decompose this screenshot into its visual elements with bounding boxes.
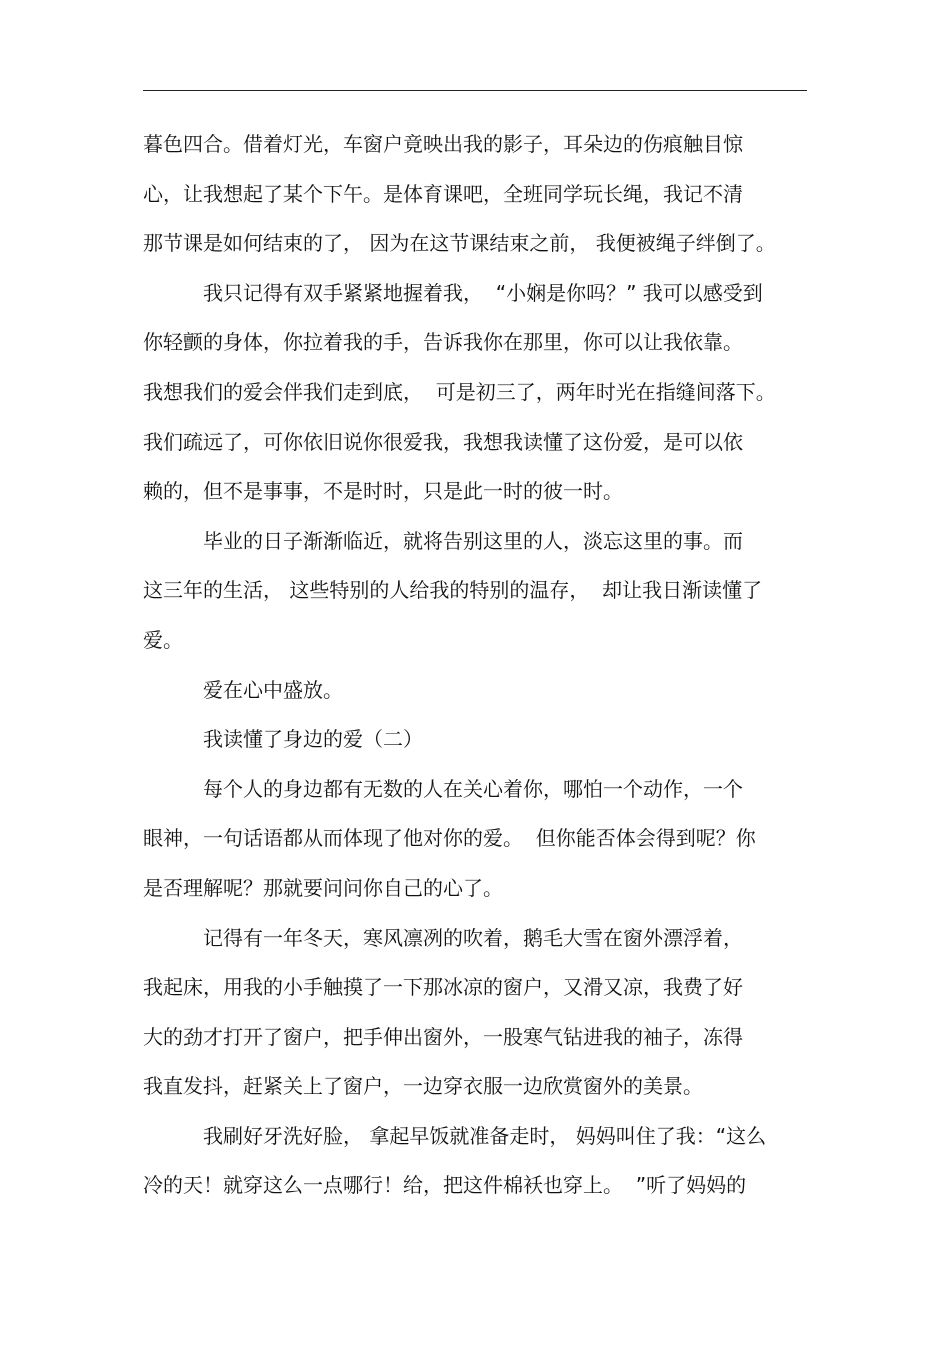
text-line: 是否理解呢？那就要问问你自己的心了。 <box>143 875 503 900</box>
text-line: 眼神，一句话语都从而体现了他对你的爱。 但你能否体会得到呢？你 <box>143 826 756 851</box>
text-line: 爱。 <box>143 627 183 652</box>
text-body <box>143 120 807 1211</box>
text-line: 冷的天！就穿这么一点哪行！给，把这件棉袄也穿上。 ”听了妈妈的 <box>143 1173 747 1198</box>
text-line: 暮色四合。借着灯光，车窗户竟映出我的影子，耳朵边的伤痕触目惊 <box>143 132 743 156</box>
text-line: 我们疏远了，可你依旧说你很爱我，我想我读懂了这份爱，是可以依 <box>143 429 743 454</box>
text-line: 你轻颤的身体，你拉着我的手，告诉我你在那里，你可以让我依靠。 <box>143 330 743 355</box>
text-line: 那节课是如何结束的了， 因为在这节课结束之前， 我便被绳子绊倒了。 <box>143 231 776 256</box>
text-line: 赖的，但不是事事，不是时时，只是此一时的彼一时。 <box>143 479 623 504</box>
paragraph-start-line: 我只记得有双手紧紧地握着我， “小娴是你吗？” 我可以感受到 <box>203 280 763 305</box>
paragraph-start-line: 每个人的身边都有无数的人在关心着你，哪怕一个动作，一个 <box>203 776 743 801</box>
header-rule <box>143 90 807 91</box>
paragraph-start-line: 我刷好牙洗好脸， 拿起早饭就准备走时， 妈妈叫住了我：“这么 <box>203 1123 767 1148</box>
text-line: 我起床，用我的小手触摸了一下那冰凉的窗户，又滑又凉，我费了好 <box>143 975 743 1000</box>
text-line: 我直发抖，赶紧关上了窗户，一边穿衣服一边欣赏窗外的美景。 <box>143 1074 703 1099</box>
paragraph-start-line: 爱在心中盛放。 <box>203 677 343 702</box>
paragraph-start-line: 毕业的日子渐渐临近，就将告别这里的人，淡忘这里的事。而 <box>203 528 743 553</box>
text-line: 我想我们的爱会伴我们走到底， 可是初三了，两年时光在指缝间落下。 <box>143 379 776 404</box>
text-line: 心，让我想起了某个下午。是体育课吧，全班同学玩长绳，我记不清 <box>143 181 743 206</box>
paragraph-start-line: 记得有一年冬天，寒风凛冽的吹着，鹅毛大雪在窗外漂浮着， <box>203 925 743 950</box>
section-title: 我读懂了身边的爱（二） <box>203 727 423 752</box>
text-line: 这三年的生活， 这些特别的人给我的特别的温存， 却让我日渐读懂了 <box>143 578 763 603</box>
text-line: 大的劲才打开了窗户，把手伸出窗外，一股寒气钻进我的袖子，冻得 <box>143 1024 743 1049</box>
